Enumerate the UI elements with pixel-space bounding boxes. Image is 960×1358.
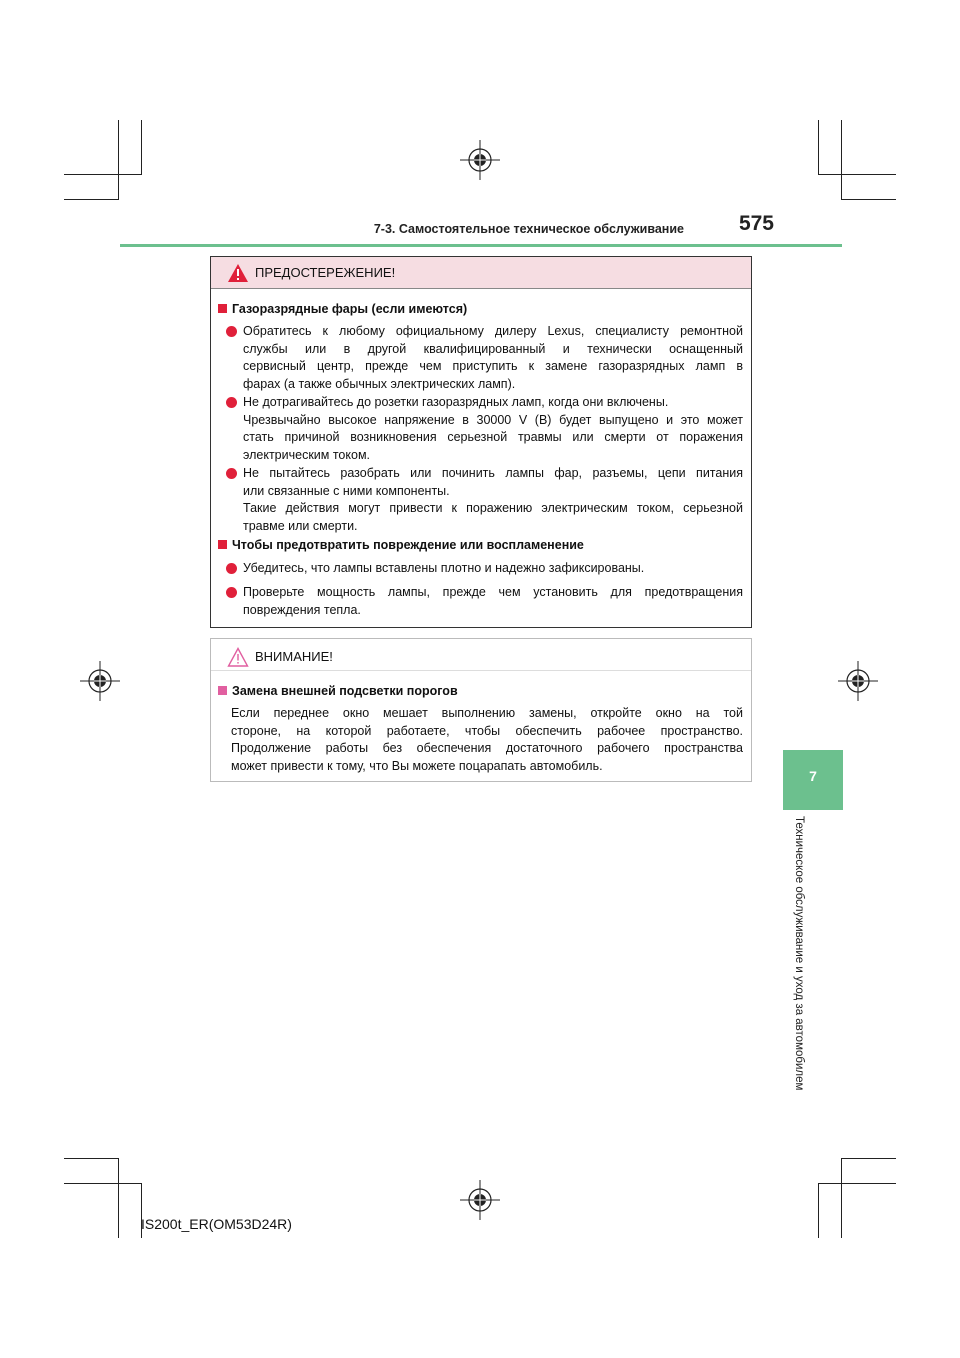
caution-box-header bbox=[211, 639, 751, 671]
bullet-paragraph: Не пытайтесь разобрать или починить лампы фар, разъемы, цепи питания или связанные с ними компоненты. Такие действия могут привести к поражению электрическим током, серьезной травме или смерти. bbox=[243, 466, 743, 533]
bullet-paragraph: Убедитесь, что лампы вставлены плотно и надежно зафиксированы. bbox=[243, 561, 645, 575]
header-rule bbox=[120, 244, 842, 247]
warning-title: ПРЕДОСТЕРЕЖЕНИЕ! bbox=[255, 265, 396, 280]
registration-target-icon bbox=[80, 661, 120, 701]
caution-box bbox=[210, 638, 752, 782]
bullet-paragraph: Не дотрагивайтесь до розетки газоразрядных ламп, когда они включены. Чрезвычайно высокое напряжение в 30000 V (В) будет выпущено и это может стать причиной возникновения серьезной травмы или смерти от поражения электрическим током. bbox=[243, 395, 743, 462]
round-bullet-icon bbox=[226, 466, 239, 479]
page-number: 575 bbox=[738, 212, 774, 235]
caution-triangle-icon bbox=[227, 647, 249, 667]
bullet-paragraph: Обратитесь к любому официальному дилеру Lexus, специалисту ремонтной службы или в другой квалифицированный и технически оснащенный сервисный центр, прежде чем приступить к замене газоразрядных ламп в фарах (а также обычных электрических ламп). bbox=[243, 324, 743, 391]
model-code: IS200t_ER(OM53D24R) bbox=[141, 1216, 292, 1232]
section-heading: Чтобы предотвратить повреждение или воспламенение bbox=[218, 537, 584, 555]
registration-target-icon bbox=[460, 140, 500, 180]
square-bullet-icon bbox=[218, 686, 227, 695]
warning-triangle-icon bbox=[227, 263, 249, 283]
caution-title: ВНИМАНИЕ! bbox=[255, 649, 333, 664]
chapter-tab bbox=[783, 750, 843, 810]
caution-paragraph: Если переднее окно мешает выполнению замены, откройте окно на той стороне, на которой работаете, чтобы обеспечить рабочее пространство. Продолжение работы без обеспечения достаточного рабочего пространства может привести к тому, что Вы можете поцарапать автомобиль. bbox=[231, 706, 743, 773]
section-title: 7-3. Самостоятельное техническое обслуживание bbox=[373, 222, 684, 236]
round-bullet-icon bbox=[226, 395, 239, 408]
bullet-paragraph: Проверьте мощность лампы, прежде чем установить для предотвращения повреждения тепла. bbox=[243, 585, 743, 617]
round-bullet-icon bbox=[226, 324, 239, 337]
section-heading: Газоразрядные фары (если имеются) bbox=[218, 301, 467, 319]
section-heading: Замена внешней подсветки порогов bbox=[218, 683, 458, 701]
warning-box-header bbox=[211, 257, 751, 289]
page-header bbox=[180, 214, 774, 244]
registration-target-icon bbox=[460, 1180, 500, 1220]
round-bullet-icon bbox=[226, 585, 239, 598]
chapter-title: Техническое обслуживание и уход за автомобилем bbox=[793, 816, 805, 1091]
square-bullet-icon bbox=[218, 540, 227, 549]
registration-target-icon bbox=[838, 661, 878, 701]
square-bullet-icon bbox=[218, 304, 227, 313]
chapter-number: 7 bbox=[809, 768, 817, 784]
warning-box bbox=[210, 256, 752, 628]
round-bullet-icon bbox=[226, 561, 239, 574]
